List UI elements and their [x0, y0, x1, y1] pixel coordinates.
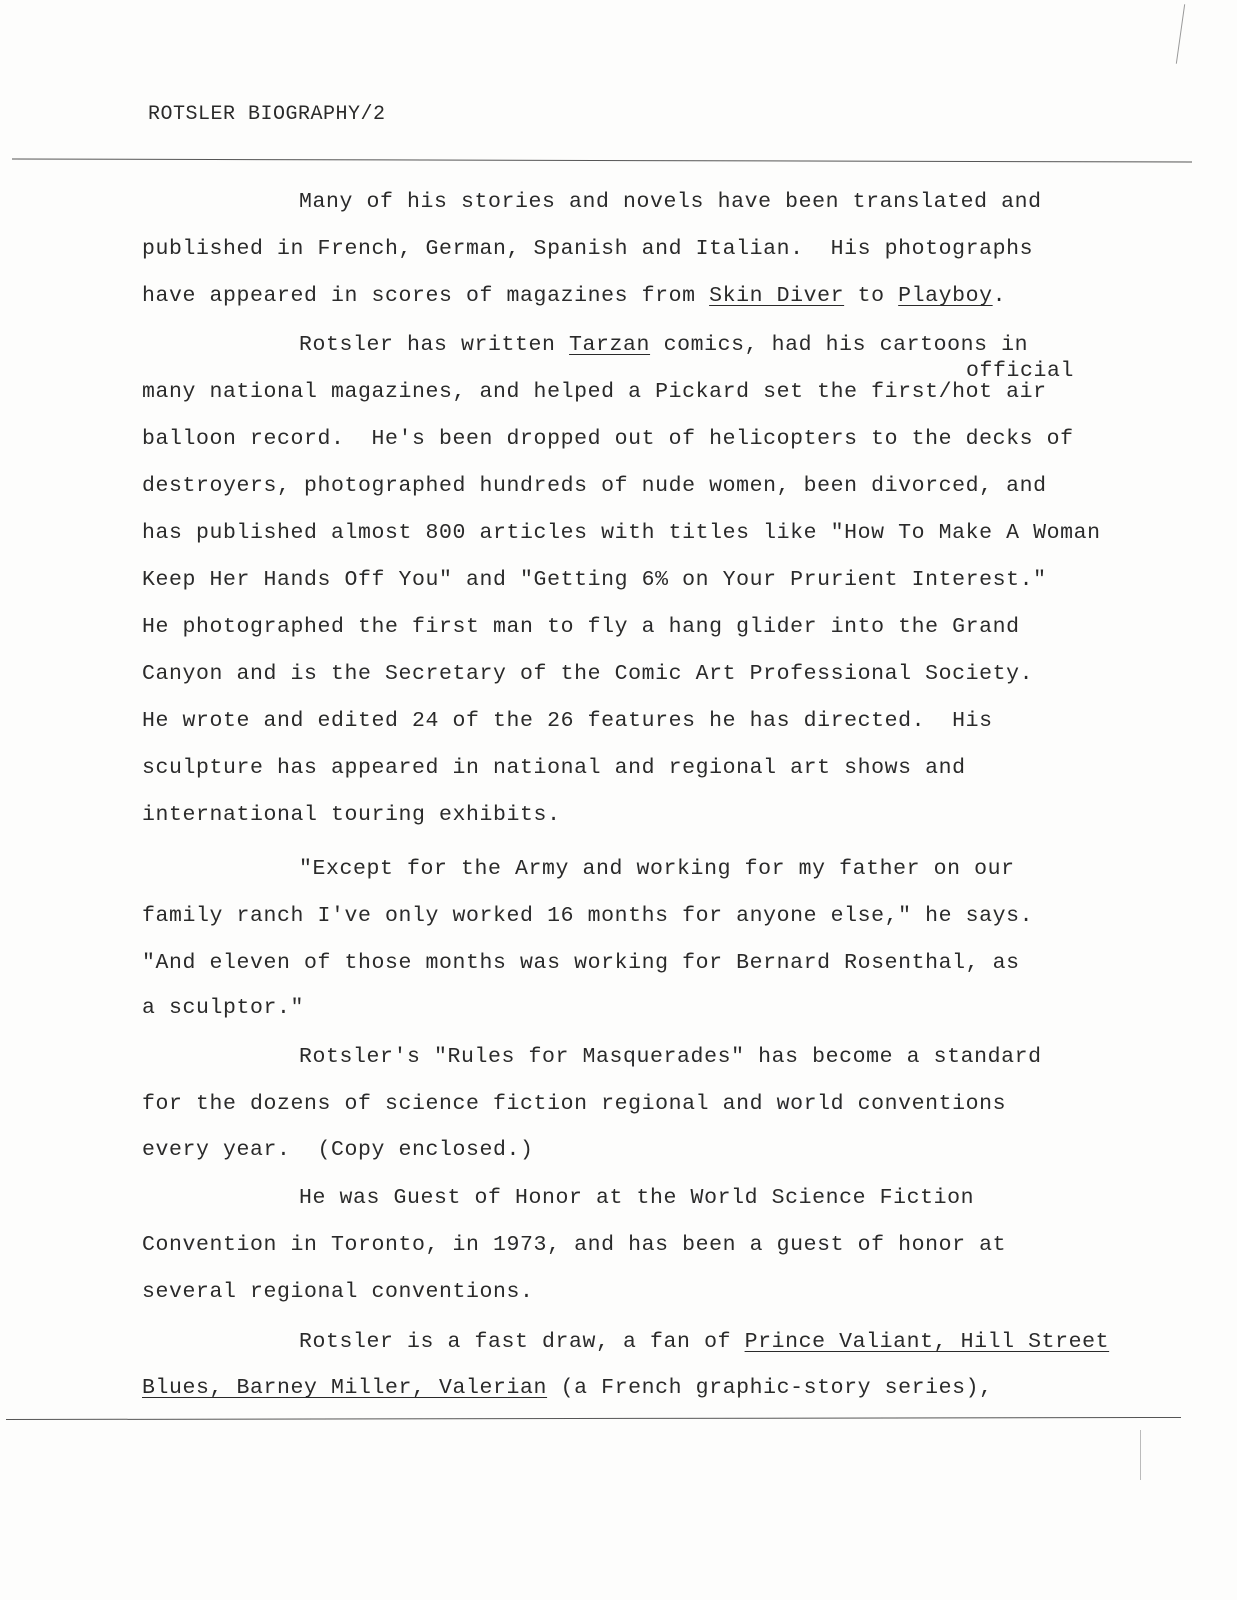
text-line: Rotsler has written Tarzan comics, had his cartoons in: [299, 333, 1029, 357]
text-line: "And eleven of those months was working for Bernard Rosenthal, as: [142, 951, 1020, 975]
show-titles: Blues, Barney Miller, Valerian: [142, 1376, 548, 1400]
text-line: for the dozens of science fiction regional and world conventions: [142, 1092, 1007, 1116]
handwritten-insert: official: [966, 359, 1075, 383]
text-line: "Except for the Army and working for my father on our: [299, 857, 1015, 881]
scan-mark: [1140, 1430, 1141, 1480]
text-line: Keep Her Hands Off You" and "Getting 6% on Your Prurient Interest.": [142, 568, 1047, 592]
text-line: balloon record. He's been dropped out of helicopters to the decks of: [142, 427, 1074, 451]
top-rule: [12, 158, 1192, 162]
text-line: sculpture has appeared in national and regional art shows and: [142, 756, 966, 780]
show-titles: Prince Valiant, Hill Street: [744, 1330, 1110, 1354]
text-line: have appeared in scores of magazines from Skin Diver to Playboy.: [142, 284, 1007, 308]
text-line: published in French, German, Spanish and Italian. His photographs: [142, 237, 1034, 261]
magazine-title: Skin Diver: [709, 284, 845, 308]
text-line: Many of his stories and novels have been translated and: [299, 190, 1042, 214]
text-line: Canyon and is the Secretary of the Comic Art Professional Society.: [142, 662, 1034, 686]
text-line: He photographed the first man to fly a hang glider into the Grand: [142, 615, 1020, 639]
text-line: many national magazines, and helped a Pickard set the first/hot air: [142, 380, 1047, 404]
text-line: several regional conventions.: [142, 1280, 534, 1304]
text-line: international touring exhibits.: [142, 803, 561, 827]
text-line: destroyers, photographed hundreds of nude women, been divorced, and: [142, 474, 1047, 498]
text-line: Rotsler is a fast draw, a fan of Prince Valiant, Hill Street: [299, 1330, 1110, 1354]
magazine-title: Playboy: [898, 284, 993, 308]
text-line: He was Guest of Honor at the World Science Fiction: [299, 1186, 975, 1210]
text-line: Convention in Toronto, in 1973, and has been a guest of honor at: [142, 1233, 1007, 1257]
text-line: family ranch I've only worked 16 months for anyone else," he says.: [142, 904, 1034, 928]
text-line: every year. (Copy enclosed.): [142, 1138, 534, 1162]
text-line: He wrote and edited 24 of the 26 features he has directed. His: [142, 709, 993, 733]
text-line: Blues, Barney Miller, Valerian (a French graphic-story series),: [142, 1376, 993, 1400]
scan-mark: [1176, 4, 1185, 64]
comic-title: Tarzan: [569, 333, 651, 357]
page-header: ROTSLER BIOGRAPHY/2: [148, 103, 386, 126]
text-line: a sculptor.": [142, 996, 305, 1020]
bottom-rule: [6, 1417, 1181, 1420]
text-line: has published almost 800 articles with titles like "How To Make A Woman: [142, 521, 1101, 545]
text-line: Rotsler's "Rules for Masquerades" has become a standard: [299, 1045, 1042, 1069]
